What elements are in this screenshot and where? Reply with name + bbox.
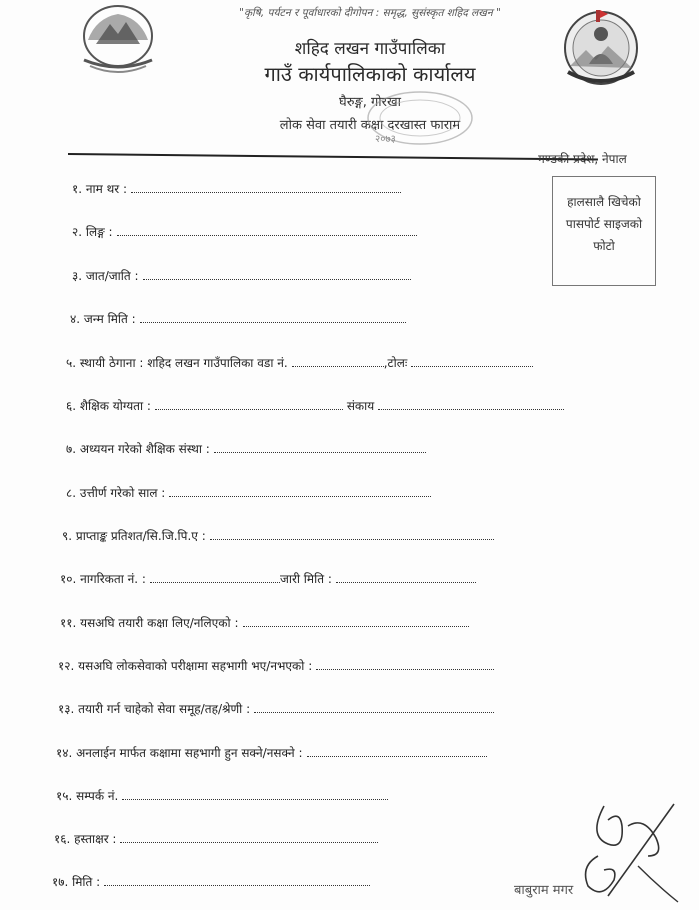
field-label: १४. अनलाईन मार्फत कक्षामा सहभागी हुन सक्ने/नसक्ने : [56,746,303,760]
field-citizenship [60,570,476,587]
field-input-line[interactable] [214,442,426,453]
field-label: २. लिङ्ग : [72,225,113,239]
photo-box-line: फोटो [593,239,615,253]
field-label: ७. अध्ययन गरेको शैक्षिक संस्था : [66,442,210,456]
field-faculty-line[interactable] [378,399,564,410]
field-education [66,397,564,414]
field-input-line[interactable] [140,312,406,323]
government-emblem-logo [66,0,166,76]
field-input-line[interactable] [155,399,343,410]
field-input-line[interactable] [117,225,417,236]
field-issue-date-line[interactable] [336,572,476,583]
handwritten-signature [578,796,688,906]
office-name: गाउँ कार्यपालिकाको कार्यालय [264,62,476,86]
field-input-line[interactable] [316,659,494,670]
field-citizenship-line[interactable] [150,572,280,583]
office-address: घैरुङ्ग, गोरखा [339,95,401,110]
header-divider [68,153,598,161]
field-input-line[interactable] [254,702,494,713]
field-input-line[interactable] [210,529,494,540]
field-tole-line[interactable] [411,356,533,367]
field-name [72,180,401,197]
municipality-name: शहिद लखन गाउँपालिका [294,39,446,59]
field-label: जारी मिति : [279,572,332,586]
field-label: ९. प्राप्ताङ्क प्रतिशत/सि.जि.पि.ए : [62,529,206,543]
field-prior-class [60,614,469,631]
field-online-class [56,744,487,761]
field-pass-year [66,484,431,501]
field-input-line[interactable] [307,746,487,757]
field-label: संकाय [346,399,375,413]
field-label: ६. शैक्षिक योग्यता : [66,399,151,413]
field-label: ५. स्थायी ठेगाना : शहिद लखन गाउँपालिका वडा नं. [66,356,288,370]
field-percentage [62,527,494,544]
photo-box-line: पासपोर्ट साइजको [565,217,643,231]
field-ward-line[interactable] [292,356,384,367]
field-label: ४. जन्म मिति : [70,312,136,326]
field-address [66,354,533,371]
field-label: ८. उत्तीर्ण गरेको साल : [66,486,166,500]
field-input-line[interactable] [104,875,370,886]
municipality-logo [556,6,646,92]
field-label: १. नाम थर : [72,182,128,196]
field-label: १५. सम्पर्क नं. [56,789,119,803]
field-input-line[interactable] [122,789,388,800]
form-title: लोक सेवा तयारी कक्षा दरखास्त फाराम [279,118,461,133]
field-gender [72,223,417,240]
field-signature [54,830,378,847]
field-date [52,873,370,890]
field-label: १२. यसअघि लोकसेवाको परीक्षामा सहभागी भए/नभएको : [58,659,313,673]
stamp-year: २०७३ [375,134,396,145]
motto-text: "कृषि, पर्यटन र पूर्वाधारको दीगोपन : समृद्ध, सुसंस्कृत शहिद लखन " [239,7,501,19]
field-input-line[interactable] [120,832,378,843]
field-label: १६. हस्ताक्षर : [54,832,117,846]
signer-name: बाबुराम मगर [514,883,574,898]
field-label: ३. जात/जाति : [72,269,139,283]
field-caste [72,267,411,284]
field-label: १०. नागरिकता नं. : [60,572,146,586]
field-service-group [58,700,494,717]
field-input-line[interactable] [143,269,411,280]
field-input-line[interactable] [169,486,431,497]
field-institution [66,440,426,457]
field-label: ,टोलः [383,356,408,370]
field-label: ११. यसअघि तयारी कक्षा लिए/नलिएको : [60,616,239,630]
field-label: १७. मिति : [52,875,101,889]
field-prior-exam [58,657,494,674]
field-birthdate [70,310,406,327]
field-input-line[interactable] [131,182,401,193]
field-label: १३. तयारी गर्न चाहेको सेवा समूह/तह/श्रेणी : [58,702,251,716]
field-input-line[interactable] [243,616,469,627]
photo-box-line: हालसालै खिचेको [567,195,641,209]
photo-box [552,176,656,286]
province-name: गण्डकी प्रदेश, नेपाल [538,152,627,166]
field-contact [56,787,388,804]
